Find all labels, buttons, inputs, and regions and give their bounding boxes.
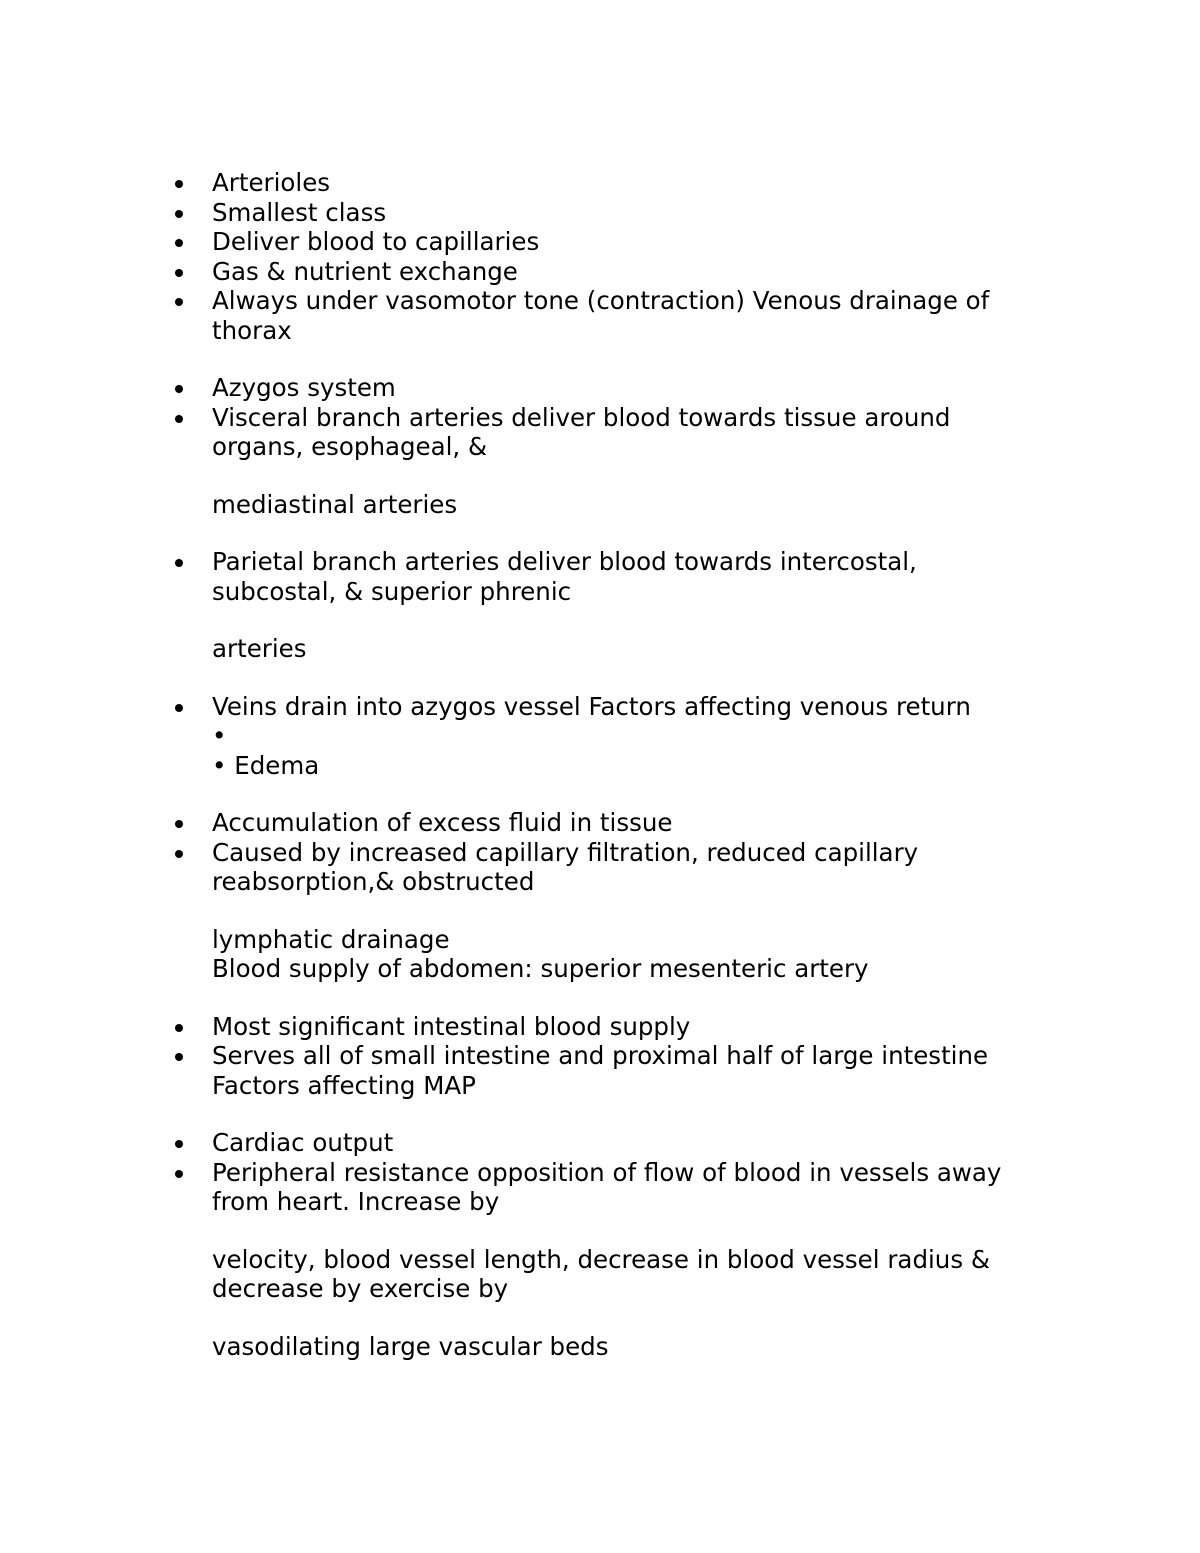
list-item: Smallest class xyxy=(212,198,1042,228)
paragraph: Blood supply of abdomen: superior mesenteric artery xyxy=(212,954,869,983)
bullet-list xyxy=(212,808,1042,897)
paragraph: vasodilating large vascular beds xyxy=(212,1331,609,1361)
bullet-list xyxy=(212,373,1042,462)
list-item: Always under vasomotor tone (contraction) Venous drainage of thorax xyxy=(212,286,1042,345)
bullet-list xyxy=(212,168,1042,345)
bullet-list xyxy=(212,692,1042,722)
list-item: Most significant intestinal blood supply xyxy=(212,1012,1042,1042)
list-item: Peripheral resistance opposition of flow of blood in vessels away from heart. Increase by xyxy=(212,1158,1042,1217)
paragraph: arteries xyxy=(212,634,307,663)
paragraph-spacer xyxy=(212,519,1042,547)
list-item: Veins drain into azygos vessel Factors affecting venous return xyxy=(212,692,1042,722)
paragraph-spacer xyxy=(212,664,1042,692)
bullet-list xyxy=(212,1012,1042,1101)
list-item: Arterioles xyxy=(212,168,1042,198)
list-item: Visceral branch arteries deliver blood towards tissue around organs, esophageal, & xyxy=(212,403,1042,462)
paragraph-spacer xyxy=(212,606,1042,634)
paragraph-spacer xyxy=(212,1304,1042,1332)
paragraph-spacer xyxy=(212,984,1042,1012)
sub-bullet-line: • Edema xyxy=(212,750,320,780)
paragraph: mediastinal arteries xyxy=(212,489,458,519)
list-item: Deliver blood to capillaries xyxy=(212,227,1042,257)
list-item: Accumulation of excess fluid in tissue xyxy=(212,808,1042,838)
paragraph-spacer xyxy=(212,780,1042,808)
paragraph-spacer xyxy=(212,345,1042,373)
document-body xyxy=(212,168,1042,1361)
bullet-list xyxy=(212,1128,1042,1217)
paragraph-spacer xyxy=(212,897,1042,925)
list-item: Serves all of small intestine and proximal half of large intestine Factors affecting MAP xyxy=(212,1041,1042,1100)
list-item: Cardiac output xyxy=(212,1128,1042,1158)
paragraph-spacer xyxy=(212,1217,1042,1245)
list-item: Gas & nutrient exchange xyxy=(212,257,1042,287)
list-item: Caused by increased capillary filtration, reduced capillary reabsorption,& obstructed xyxy=(212,838,1042,897)
list-item: Parietal branch arteries deliver blood towards intercostal, subcostal, & superior phrenic xyxy=(212,547,1042,606)
bullet-list xyxy=(212,547,1042,606)
list-item: Azygos system xyxy=(212,373,1042,403)
paragraph-spacer xyxy=(212,462,1042,490)
paragraph: velocity, blood vessel length, decrease in blood vessel radius & decrease by exercise by xyxy=(212,1244,990,1303)
paragraph: lymphatic drainage xyxy=(212,924,450,954)
sub-bullet-line: • xyxy=(212,721,227,750)
paragraph-spacer xyxy=(212,1100,1042,1128)
